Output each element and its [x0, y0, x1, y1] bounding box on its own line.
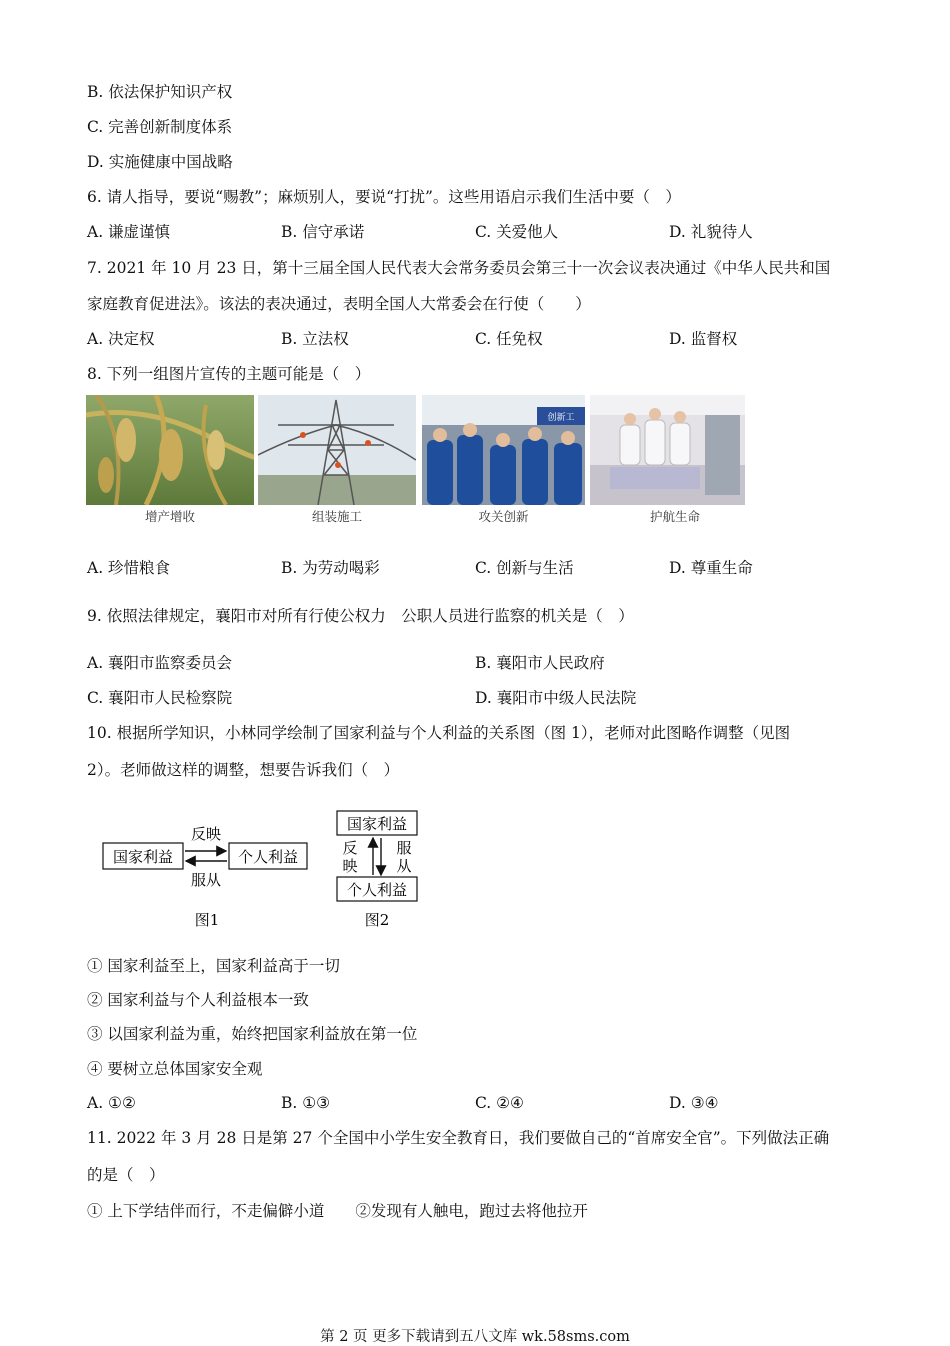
q9-option-c: C. 襄阳市人民检察院: [87, 689, 233, 707]
question-9-options-row1: [87, 653, 887, 673]
q5-option-b: B. 依法保护知识产权: [87, 83, 233, 101]
question-8-stem: 8. 下列一组图片宣传的主题可能是（ ）: [87, 365, 371, 383]
question-10-options: [87, 1093, 887, 1113]
q7-option-b: B. 立法权: [281, 330, 349, 348]
figure-2: [337, 811, 417, 929]
relationship-diagram: [95, 805, 435, 935]
q10-statement-2: ② 国家利益与个人利益根本一致: [87, 991, 309, 1009]
question-11-stem-line2: 的是（ ）: [87, 1166, 165, 1184]
photo-power-tower: [258, 395, 416, 505]
q6-option-a: A. 谦虚谨慎: [87, 223, 171, 241]
q10-statement-3: ③ 以国家利益为重，始终把国家利益放在第一位: [87, 1025, 418, 1043]
q9-option-d: D. 襄阳市中级人民法院: [475, 689, 637, 707]
question-10-stem-line1: 10. 根据所学知识，小林同学绘制了国家利益与个人利益的关系图（图 1），老师对此图略作调整（见图: [87, 724, 791, 742]
question-10-stem-line2: 2）。老师做这样的调整，想要告诉我们（ ）: [87, 761, 400, 779]
photo-sign-text: 创新工: [547, 413, 575, 423]
q6-option-b: B. 信守承诺: [281, 223, 365, 241]
figure-1: [103, 825, 307, 929]
fig2-national-interest-label: 国家利益: [346, 815, 408, 833]
photo-medical-staff: [590, 395, 745, 505]
page-footer: 第 2 页 更多下载请到五八文库 wk.58sms.com: [320, 1329, 630, 1345]
question-7-stem-line2: 家庭教育促进法》。该法的表决通过，表明全国人大常委会在行使（ ）: [87, 295, 591, 313]
fig2-reflect-label-2: 映: [342, 857, 358, 875]
photo-rice-harvest: [86, 395, 254, 505]
photo-caption-4: 护航生命: [649, 509, 700, 524]
q11-statements: ① 上下学结伴而行，不走偏僻小道 ②发现有人触电，跑过去将他拉开: [87, 1202, 588, 1220]
fig2-reflect-label-1: 反: [342, 839, 358, 857]
q6-option-c: C. 关爱他人: [475, 223, 559, 241]
photo-engineers: [422, 395, 585, 505]
question-6-stem: 6. 请人指导，要说“赐教”；麻烦别人，要说“打扰”。这些用语启示我们生活中要（ ）: [87, 188, 681, 206]
fig1-reflect-label: 反映: [190, 825, 222, 843]
photo-caption-3: 攻关创新: [478, 509, 529, 524]
q5-option-d: D. 实施健康中国战略: [87, 153, 233, 171]
fig2-personal-interest-label: 个人利益: [346, 881, 408, 899]
fig1-personal-interest-label: 个人利益: [237, 848, 299, 866]
q9-option-b: B. 襄阳市人民政府: [475, 654, 605, 672]
q10-option-c: C. ②④: [475, 1094, 524, 1112]
question-9-stem: 9. 依照法律规定，襄阳市对所有行使公权力 公职人员进行监察的机关是（ ）: [87, 607, 634, 625]
q7-option-c: C. 任免权: [475, 330, 543, 348]
question-9-options-row2: [87, 688, 887, 708]
q8-option-a: A. 珍惜粮食: [87, 559, 171, 577]
q8-option-c: C. 创新与生活: [475, 559, 574, 577]
fig2-obey-label-1: 服: [396, 839, 412, 857]
fig1-obey-label: 服从: [190, 871, 222, 889]
photo-caption-1: 增产增收: [144, 509, 195, 524]
fig2-caption: 图2: [364, 911, 390, 929]
q10-option-d: D. ③④: [669, 1094, 719, 1112]
q8-option-b: B. 为劳动喝彩: [281, 559, 380, 577]
q7-option-a: A. 决定权: [87, 330, 155, 348]
q8-option-d: D. 尊重生命: [669, 559, 753, 577]
photo-caption-2: 组装施工: [311, 509, 362, 524]
question-7-stem-line1: 7. 2021 年 10 月 23 日，第十三届全国人民代表大会常务委员会第三十一次会议表决通过《中华人民共和国: [87, 259, 831, 277]
q10-statement-1: ① 国家利益至上，国家利益高于一切: [87, 957, 340, 975]
fig2-obey-label-2: 从: [396, 857, 412, 875]
question-6-options: [87, 222, 887, 242]
question-8-options: [87, 558, 887, 578]
q10-option-b: B. ①③: [281, 1094, 331, 1112]
question-11-stem-line1: 11. 2022 年 3 月 28 日是第 27 个全国中小学生安全教育日，我们要做自己的“首席安全官”。下列做法正确: [87, 1129, 830, 1147]
question-7-options: [87, 329, 887, 349]
q10-statement-4: ④ 要树立总体国家安全观: [87, 1060, 263, 1078]
q7-option-d: D. 监督权: [669, 330, 738, 348]
fig1-national-interest-label: 国家利益: [112, 848, 174, 866]
q5-option-c: C. 完善创新制度体系: [87, 118, 233, 136]
q6-option-d: D. 礼貌待人: [669, 223, 753, 241]
q10-option-a: A. ①②: [87, 1094, 136, 1112]
q9-option-a: A. 襄阳市监察委员会: [87, 654, 233, 672]
fig1-caption: 图1: [194, 911, 220, 929]
